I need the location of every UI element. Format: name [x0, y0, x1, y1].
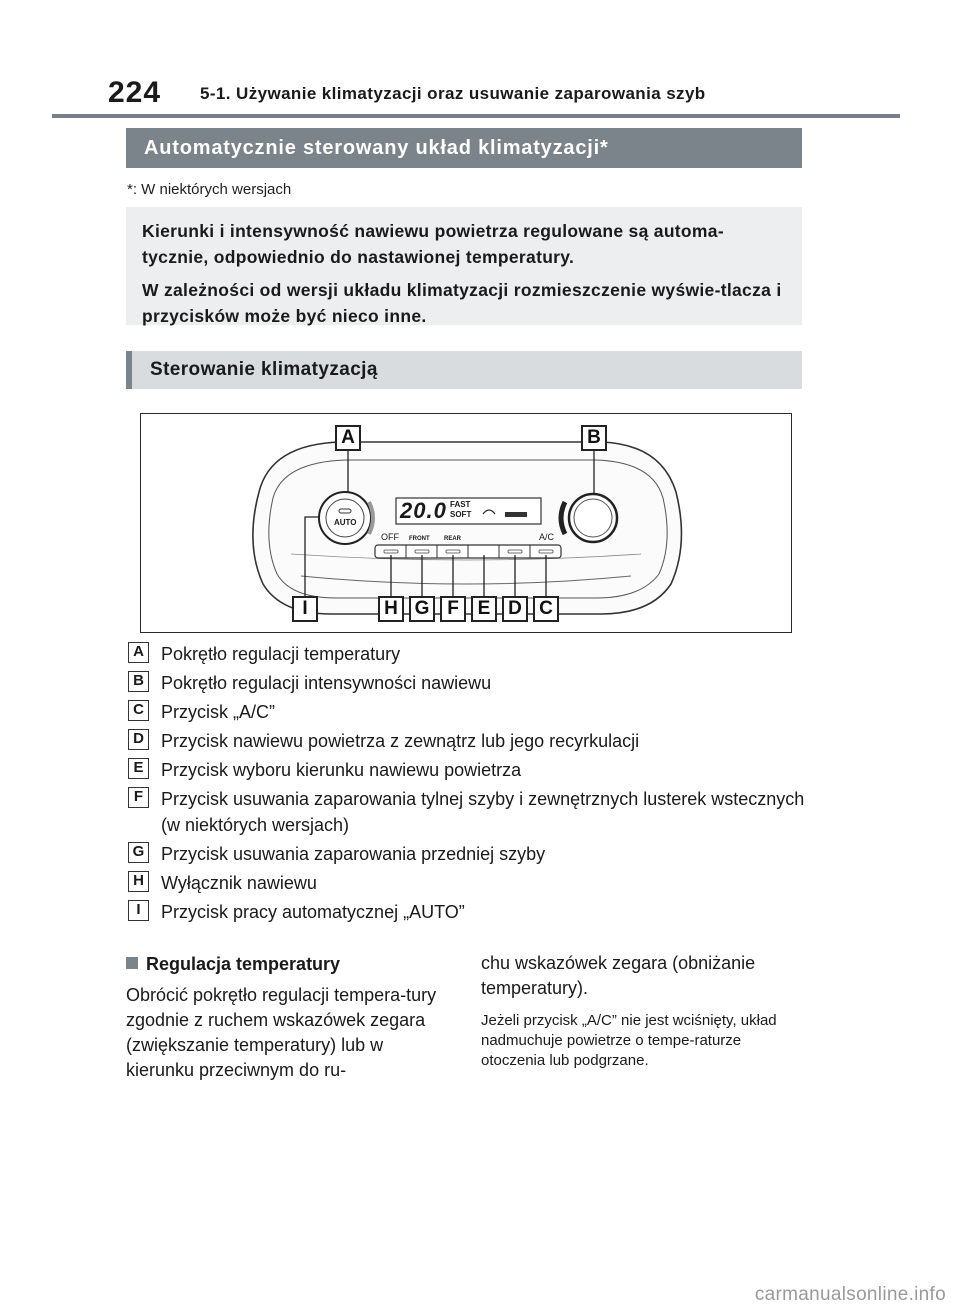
- legend-item: [128, 670, 808, 696]
- subheading-text: Regulacja temperatury: [146, 954, 341, 974]
- legend-item: [128, 641, 808, 667]
- left-column: [126, 951, 456, 1083]
- subheading: [126, 951, 456, 977]
- legend-item: [128, 728, 808, 754]
- left-paragraph: Obrócić pokrętło regulacji tempera-tury zgodnie z ruchem wskazówek zegara (zwiększanie temperatury) lub w kierunku przeciwnym do ru-: [126, 985, 437, 1080]
- legend-text: Przycisk nawiewu powietrza z zewnątrz lub jego recyrkulacji: [161, 731, 640, 751]
- callout-h: H: [378, 596, 404, 622]
- legend-text: Przycisk usuwania zaparowania przedniej szyby: [161, 844, 546, 864]
- legend-item: [128, 699, 808, 725]
- legend-text: Przycisk pracy automatycznej „AUTO”: [161, 902, 465, 922]
- bullet-square-icon: [126, 957, 138, 969]
- rear-label: REAR: [444, 536, 462, 542]
- info-box: [126, 207, 802, 325]
- legend-key: D: [128, 729, 149, 750]
- page-number: 224: [108, 76, 162, 109]
- legend-key: B: [128, 671, 149, 692]
- legend-item: [128, 786, 808, 838]
- ac-label: A/C: [539, 532, 555, 542]
- info-line-1: Kierunki i intensywność nawiewu powietrza regulowane są automa-tycznie, odpowiednio do nastawionej temperatury.: [142, 221, 724, 267]
- header-rule: [52, 114, 900, 118]
- legend-key: G: [128, 842, 149, 863]
- legend-text: Przycisk „A/C”: [161, 702, 275, 722]
- right-note: Jeżeli przycisk „A/C” nie jest wciśnięty, układ nadmuchuje powietrze o tempe-raturze otoczenia lub podgrzane.: [481, 1012, 777, 1069]
- legend-text: Wyłącznik nawiewu: [161, 873, 317, 893]
- right-column: [481, 951, 801, 1086]
- chapter-title: 5-1. Używanie klimatyzacji oraz usuwanie zaparowania szyb: [200, 84, 706, 103]
- front-label: FRONT: [409, 536, 430, 542]
- callout-c: C: [533, 596, 559, 622]
- legend-key: H: [128, 871, 149, 892]
- fast-label: FAST: [450, 500, 471, 509]
- callout-a: A: [335, 425, 361, 451]
- callout-d: D: [502, 596, 528, 622]
- display-temperature: 20.0: [400, 498, 447, 523]
- right-paragraph: chu wskazówek zegara (obniżanie temperatury).: [481, 953, 756, 998]
- legend-item: [128, 899, 808, 925]
- legend-item: [128, 870, 808, 896]
- soft-label: SOFT: [450, 510, 472, 519]
- section-title: Automatycznie sterowany układ klimatyzacji*: [126, 128, 802, 168]
- legend-key: I: [128, 900, 149, 921]
- watermark: carmanualsonline.info: [754, 1284, 946, 1305]
- legend-text: Przycisk wyboru kierunku nawiewu powietrza: [161, 760, 522, 780]
- subsection-title: Sterowanie klimatyzacją: [126, 351, 802, 389]
- off-label: OFF: [381, 532, 399, 542]
- callout-g: G: [409, 596, 435, 622]
- legend-key: E: [128, 758, 149, 779]
- callout-i: I: [292, 596, 318, 622]
- legend-text: Przycisk usuwania zaparowania tylnej szyby i zewnętrznych lusterek wstecznych (w niektórych wersjach): [161, 789, 805, 835]
- callout-b: B: [581, 425, 607, 451]
- legend-text: Pokrętło regulacji intensywności nawiewu: [161, 673, 492, 693]
- climate-panel-figure: [140, 413, 792, 633]
- callout-f: F: [440, 596, 466, 622]
- auto-label: AUTO: [334, 518, 357, 527]
- legend-key: A: [128, 642, 149, 663]
- legend-item: [128, 757, 808, 783]
- footnote: *: W niektórych wersjach: [127, 181, 292, 198]
- legend-key: F: [128, 787, 149, 808]
- callout-e: E: [471, 596, 497, 622]
- legend-item: [128, 841, 808, 867]
- figure-legend: [128, 641, 808, 928]
- info-line-2: W zależności od wersji układu klimatyzacji rozmieszczenie wyświe-tlacza i przycisków może być nieco inne.: [142, 280, 782, 326]
- legend-text: Pokrętło regulacji temperatury: [161, 644, 401, 664]
- legend-key: C: [128, 700, 149, 721]
